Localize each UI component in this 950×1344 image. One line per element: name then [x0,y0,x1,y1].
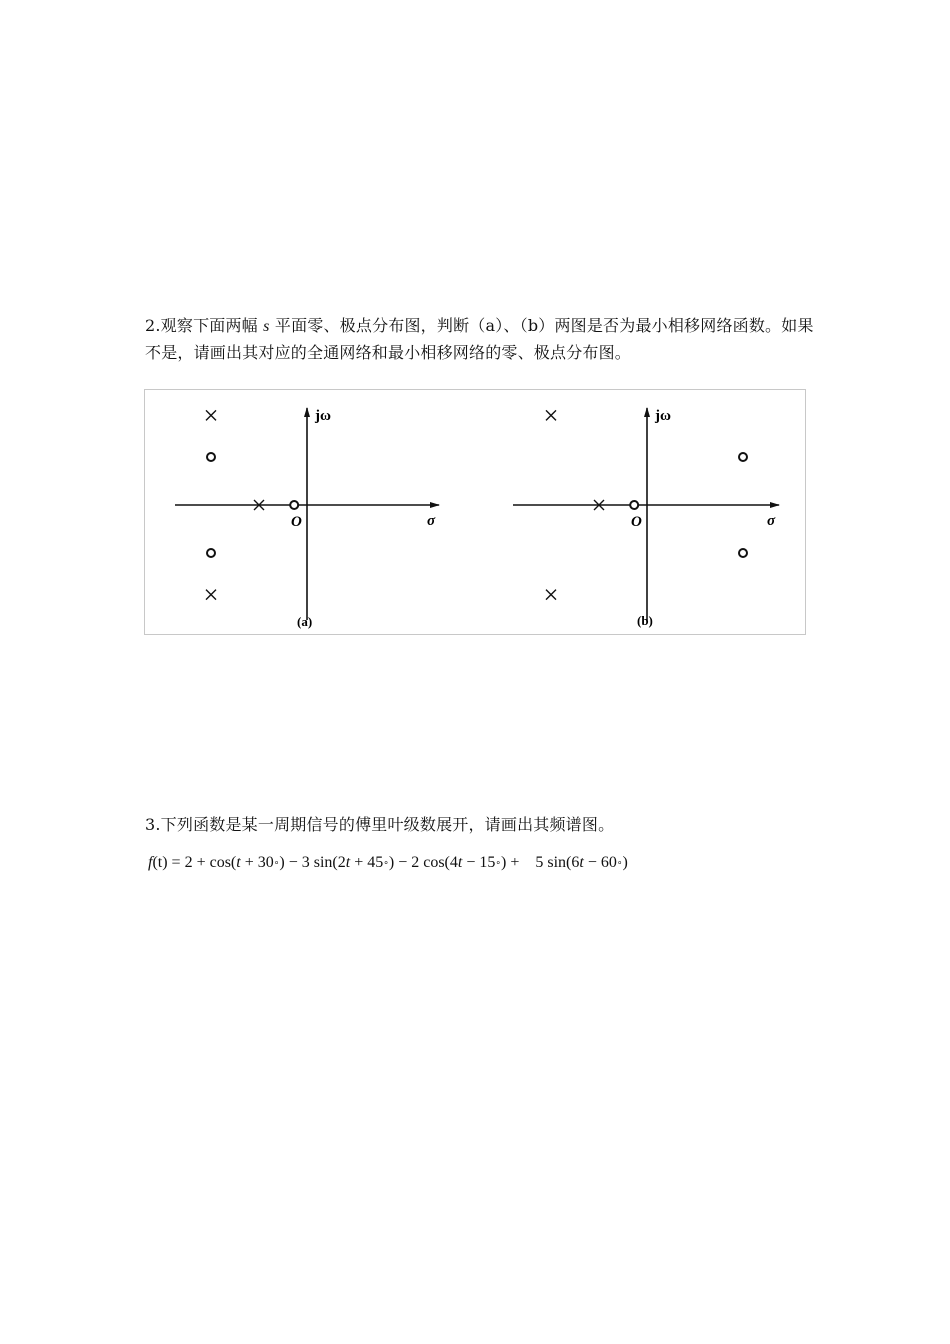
formula-phase-3: − 15 [462,854,496,871]
formula-part-5: ) [622,854,628,871]
formula-degree-4: ∘ [616,857,623,867]
pole-zero-figure-svg [145,390,807,636]
formula-phase-2: + 45 [350,854,384,871]
plot-a-zero-3 [207,549,215,557]
plot-a-jw-label: jω [315,408,331,424]
formula-degree-1: ∘ [273,857,280,867]
formula-t-1: t [236,854,241,871]
formula-phase-4: − 60 [583,854,617,871]
plot-b-zero-2 [630,501,638,509]
plot-a-sigma-label: σ [427,513,436,529]
formula-part-4: ) + 5 sin(6 [501,854,580,871]
plot-b-zero-3 [739,549,747,557]
plot-a-origin-label: O [291,514,302,530]
plot-b-zero-1 [739,453,747,461]
plot-b-pole-3 [546,590,556,600]
plot-a-zero-2 [290,501,298,509]
formula-phase-1: + 30 [240,854,274,871]
plot-a [175,408,439,629]
plot-b-caption: (b) [637,613,653,628]
plot-a-caption: (a) [297,614,313,629]
plot-b-pole-1 [546,410,556,420]
formula-t-3: t [457,854,463,871]
plot-b-origin-label: O [631,514,642,530]
formula-t-2: t [345,854,351,871]
fourier-series-formula [148,850,628,875]
question-2-text [145,313,815,366]
plot-b-sigma-label: σ [767,513,776,529]
formula-part-2: ) − 3 sin(2 [279,854,346,871]
pole-zero-figure [144,389,806,635]
question-2-variable-s: s [263,318,270,335]
formula-degree-2: ∘ [383,857,389,867]
question-3-text: 3.下列函数是某一周期信号的傅里叶级数展开，请画出其频谱图。 [145,815,615,834]
question-2-suffix: 平面零、极点分布图，判断（a）、（b）两图是否为最小相移网络函数。如果不是，请画出其对应的全通网络和最小相移网络的零、极点分布图。 [145,316,814,362]
plot-b [513,408,779,628]
plot-a-pole-3 [206,590,216,600]
formula-f: f [148,854,153,871]
formula-degree-3: ∘ [495,857,502,867]
formula-part-1: (t) = 2 + cos( [152,854,237,871]
formula-t-4: t [579,854,584,871]
plot-b-jw-label: jω [655,408,671,424]
question-2-prefix: 2.观察下面两幅 [145,316,264,335]
plot-a-pole-1 [206,410,216,420]
formula-part-3: ) − 2 cos(4 [388,854,458,871]
plot-a-zero-1 [207,453,215,461]
